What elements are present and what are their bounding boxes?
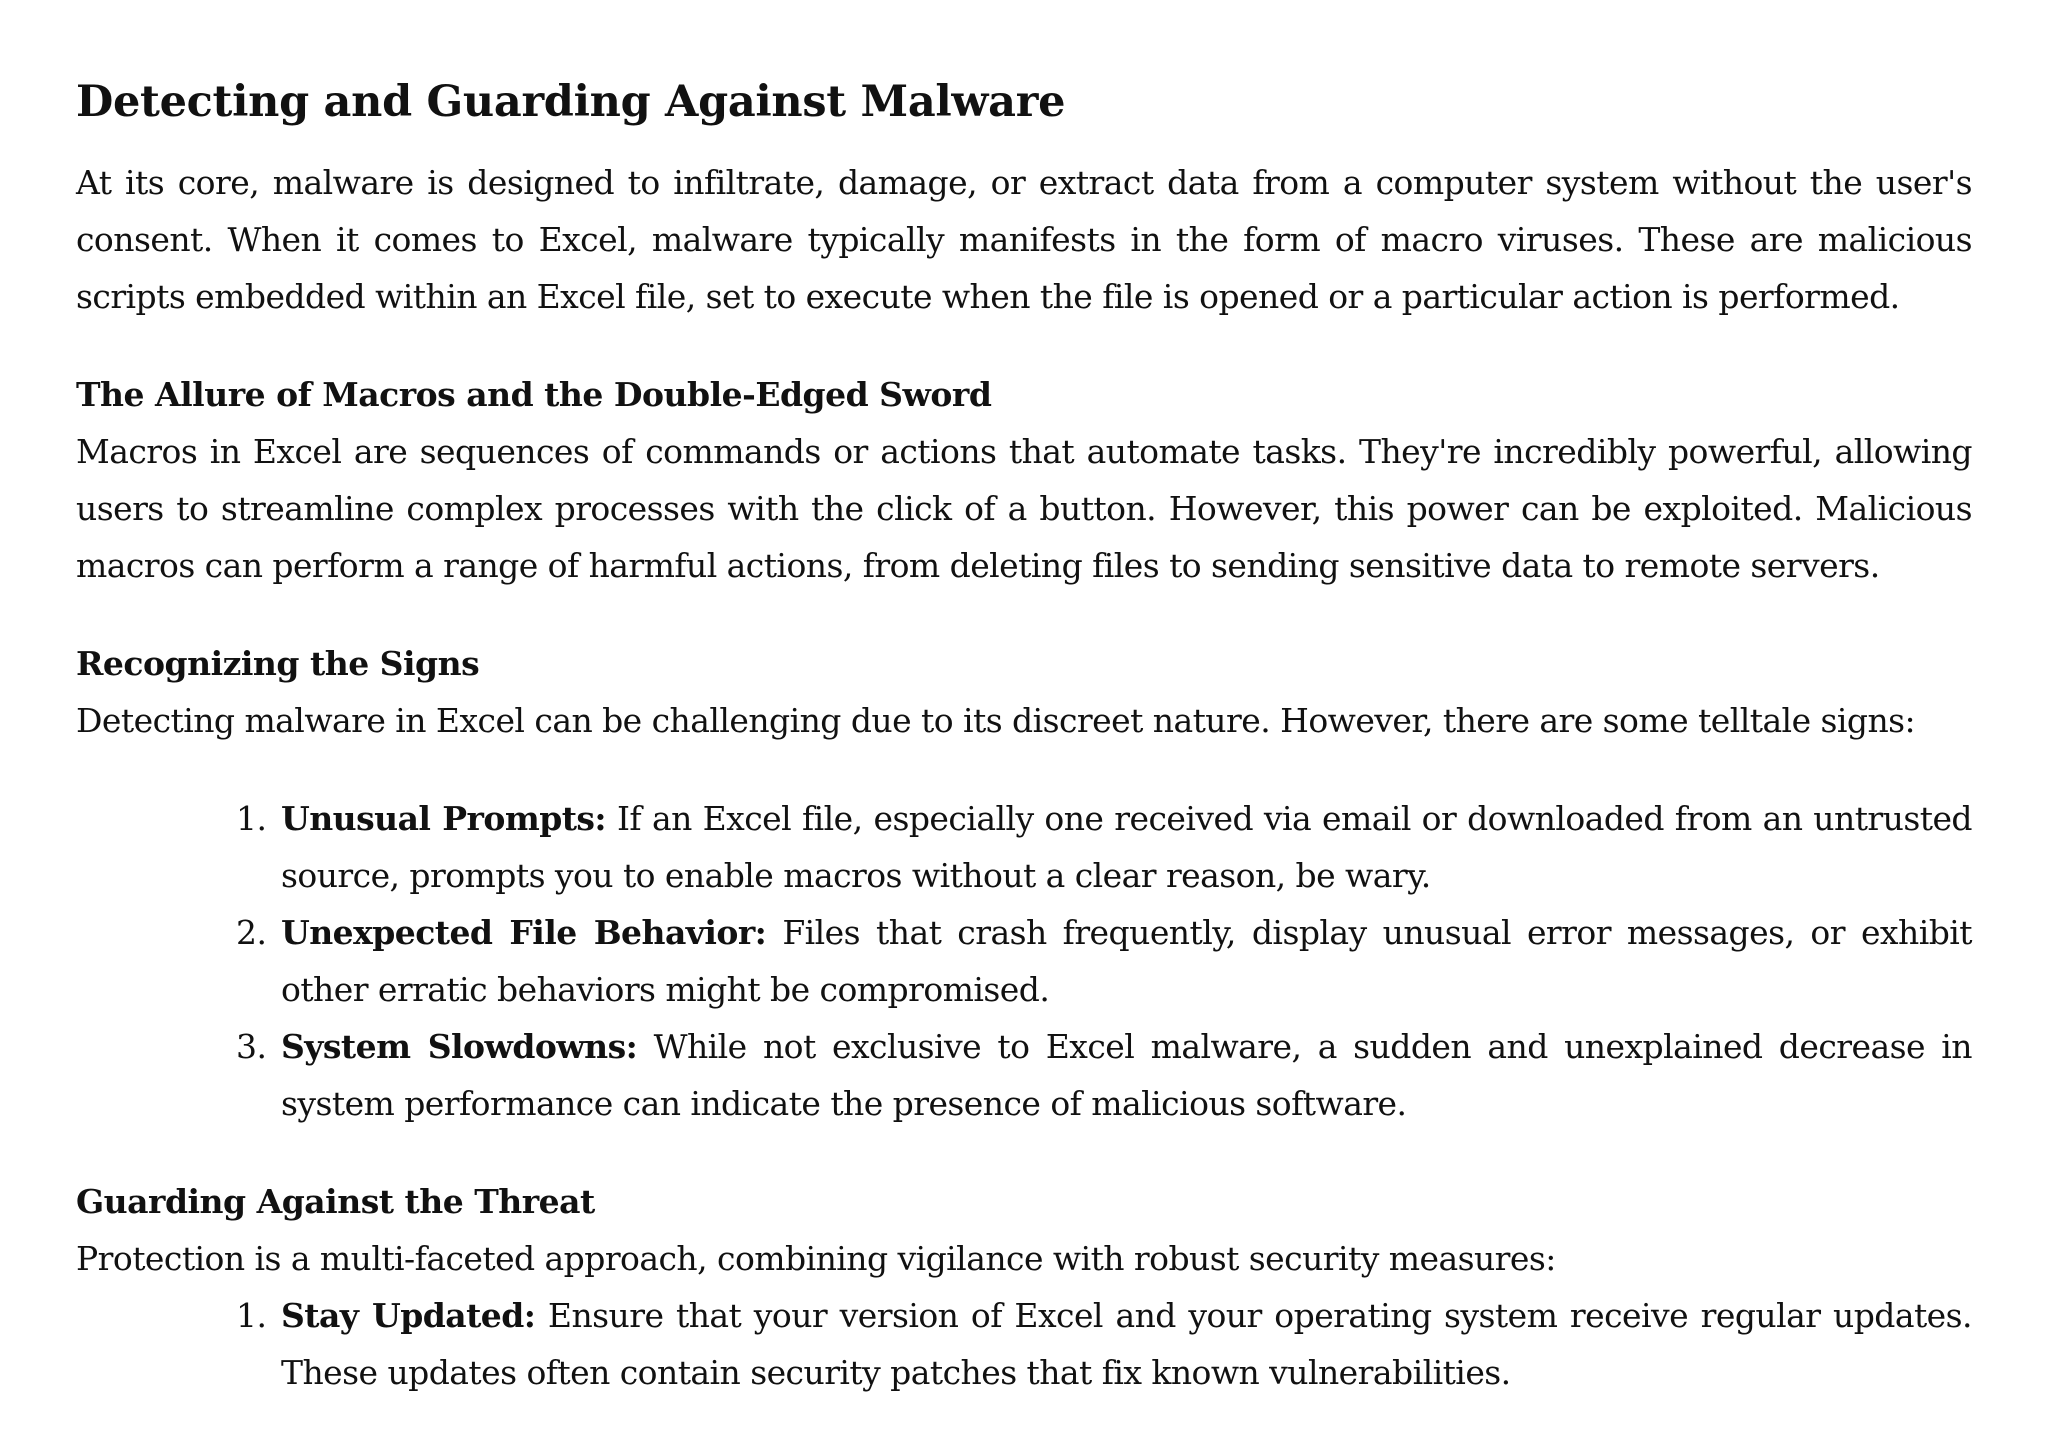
list-item [76, 904, 1972, 1018]
list-item-label: Stay Updated: [281, 1296, 536, 1335]
list-item [76, 790, 1972, 904]
list-number: 2. [236, 913, 267, 952]
list-item-text: Files that crash frequently, display unusual error messages, or exhibit other erratic behaviors might be compromised. [281, 913, 1972, 1009]
list-item [76, 1287, 1972, 1401]
signs-section [76, 635, 1972, 1132]
guarding-list [76, 1287, 1972, 1401]
page-title: Detecting and Guarding Against Malware [76, 77, 1066, 127]
guarding-section [76, 1173, 1972, 1401]
list-number: 1. [236, 1296, 267, 1335]
list-item-label: Unusual Prompts: [281, 799, 607, 838]
macros-heading: The Allure of Macros and the Double-Edged Sword [76, 375, 992, 414]
list-number: 3. [236, 1027, 267, 1066]
list-item-label: System Slowdowns: [281, 1027, 638, 1066]
list-item-label: Unexpected File Behavior: [281, 913, 767, 952]
signs-list [76, 790, 1972, 1132]
list-item-text: Ensure that your version of Excel and your operating system receive regular updates. These updates often contain security patches that fix known vulnerabilities. [281, 1296, 1972, 1392]
signs-paragraph: Detecting malware in Excel can be challenging due to its discreet nature. However, there are some telltale signs: [76, 701, 1916, 740]
guarding-heading: Guarding Against the Threat [76, 1182, 595, 1221]
signs-heading: Recognizing the Signs [76, 644, 480, 683]
list-item-text: While not exclusive to Excel malware, a sudden and unexplained decrease in system performance can indicate the presence of malicious software. [281, 1027, 1972, 1123]
list-item-text: If an Excel file, especially one received via email or downloaded from an untrusted source, prompts you to enable macros without a clear reason, be wary. [281, 799, 1973, 895]
guarding-paragraph: Protection is a multi-faceted approach, combining vigilance with robust security measures: [76, 1239, 1556, 1278]
macros-section [76, 366, 1972, 594]
macros-paragraph: Macros in Excel are sequences of commands or actions that automate tasks. They're incredibly powerful, allowing users to streamline complex processes with the click of a button. However, this power can be exploited. Malicious macros can perform a range of harmful actions, from deleting files to sending sensitive data to remote servers. [76, 432, 1972, 585]
list-number: 1. [236, 799, 267, 838]
intro-paragraph: At its core, malware is designed to infiltrate, damage, or extract data from a computer system without the user's consent. When it comes to Excel, malware typically manifests in the form of macro viruses. These are malicious scripts embedded within an Excel file, set to execute when the file is opened or a particular action is performed. [76, 163, 1972, 316]
list-item [76, 1018, 1972, 1132]
